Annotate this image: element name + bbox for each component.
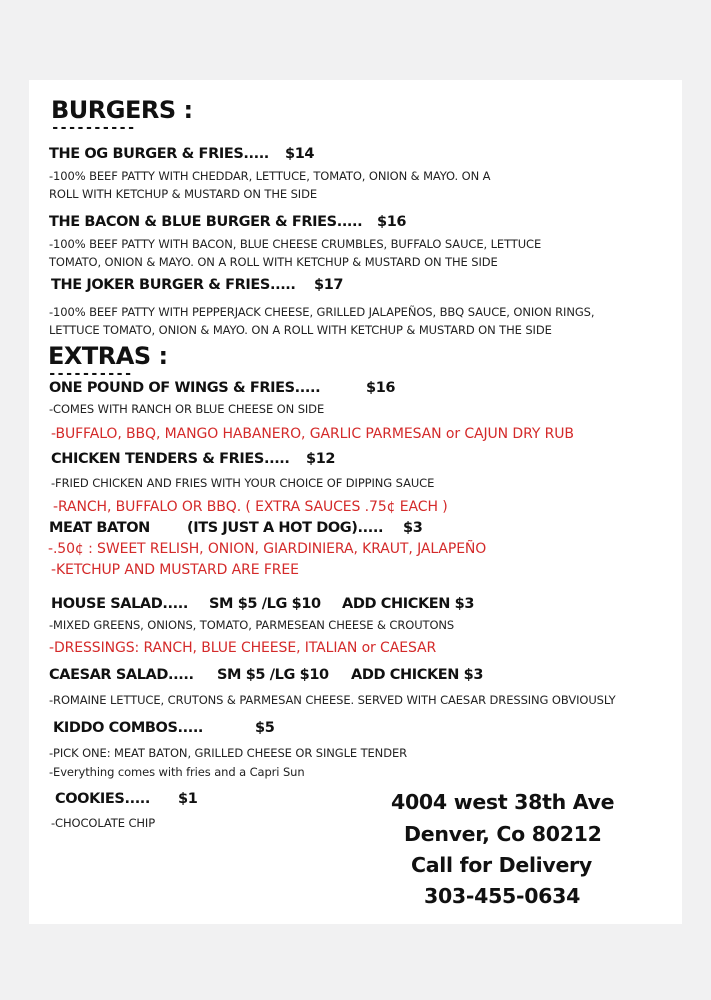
cookies-name: COOKIES.....: [55, 791, 151, 807]
meat-baton-name: MEAT BATON: [49, 520, 150, 536]
address-city: Denver, Co 80212: [404, 822, 602, 846]
tenders-desc: -FRIED CHICKEN AND FRIES WITH YOUR CHOICE OF DIPPING SAUCE: [51, 476, 435, 490]
joker-burger-desc: -100% BEEF PATTY WITH PEPPERJACK CHEESE, GRILLED JALAPEÑOS, BBQ SAUCE, ONION RINGS,: [49, 305, 595, 319]
bacon-blue-burger-name: THE BACON & BLUE BURGER & FRIES.....: [49, 214, 363, 230]
delivery-text: Call for Delivery: [411, 853, 592, 877]
meat-baton-price: $3: [403, 520, 423, 536]
og-burger-desc: -100% BEEF PATTY WITH CHEDDAR, LETTUCE, TOMATO, ONION & MAYO. ON A: [49, 169, 491, 183]
wings-desc: -COMES WITH RANCH OR BLUE CHEESE ON SIDE: [49, 402, 325, 416]
og-burger-name: THE OG BURGER & FRIES.....: [49, 146, 269, 162]
cookies-desc: -CHOCOLATE CHIP: [51, 816, 156, 830]
tenders-name: CHICKEN TENDERS & FRIES.....: [51, 451, 290, 467]
tenders-sauces: -RANCH, BUFFALO OR BBQ. ( EXTRA SAUCES .75¢ EACH ): [53, 499, 448, 515]
meat-baton-note: (ITS JUST A HOT DOG).....: [187, 520, 384, 536]
tenders-price: $12: [306, 451, 336, 467]
burgers-heading: BURGERS :: [51, 96, 193, 124]
meat-baton-free: -KETCHUP AND MUSTARD ARE FREE: [51, 562, 299, 578]
wings-price: $16: [366, 380, 396, 396]
caesar-salad-sizes: SM $5 /LG $10: [217, 667, 329, 683]
house-salad-name: HOUSE SALAD.....: [51, 596, 188, 612]
joker-burger-price: $17: [314, 277, 344, 293]
wings-flavors: -BUFFALO, BBQ, MANGO HABANERO, GARLIC PARMESAN or CAJUN DRY RUB: [51, 426, 574, 442]
bacon-blue-burger-price: $16: [377, 214, 407, 230]
og-burger-desc: ROLL WITH KETCHUP & MUSTARD ON THE SIDE: [49, 187, 318, 201]
meat-baton-toppings: -.50¢ : SWEET RELISH, ONION, GIARDINIERA, KRAUT, JALAPEÑO: [48, 541, 487, 557]
wings-name: ONE POUND OF WINGS & FRIES.....: [49, 380, 321, 396]
kiddo-combos-desc: -PICK ONE: MEAT BATON, GRILLED CHEESE OR SINGLE TENDER: [49, 746, 408, 760]
caesar-salad-desc: -ROMAINE LETTUCE, CRUTONS & PARMESAN CHEESE. SERVED WITH CAESAR DRESSING OBVIOUSLY: [49, 693, 616, 707]
caesar-salad-name: CAESAR SALAD.....: [49, 667, 194, 683]
address-street: 4004 west 38th Ave: [391, 790, 615, 814]
kiddo-combos-name: KIDDO COMBOS.....: [53, 720, 204, 736]
joker-burger-desc: LETTUCE TOMATO, ONION & MAYO. ON A ROLL WITH KETCHUP & MUSTARD ON THE SIDE: [49, 323, 552, 337]
burgers-underline: ----------: [51, 120, 136, 136]
house-salad-dressings: -DRESSINGS: RANCH, BLUE CHEESE, ITALIAN or CAESAR: [49, 640, 437, 656]
og-burger-price: $14: [285, 146, 315, 162]
extras-underline: ----------: [48, 366, 133, 382]
caesar-salad-add: ADD CHICKEN $3: [351, 667, 484, 683]
menu-page: [29, 80, 682, 924]
kiddo-combos-price: $5: [255, 720, 275, 736]
house-salad-sizes: SM $5 /LG $10: [209, 596, 321, 612]
cookies-price: $1: [178, 791, 198, 807]
phone-number: 303-455-0634: [424, 884, 581, 908]
bacon-blue-burger-desc: -100% BEEF PATTY WITH BACON, BLUE CHEESE CRUMBLES, BUFFALO SAUCE, LETTUCE: [49, 237, 542, 251]
bacon-blue-burger-desc: TOMATO, ONION & MAYO. ON A ROLL WITH KETCHUP & MUSTARD ON THE SIDE: [49, 255, 498, 269]
house-salad-add: ADD CHICKEN $3: [342, 596, 475, 612]
house-salad-desc: -MIXED GREENS, ONIONS, TOMATO, PARMESEAN CHEESE & CROUTONS: [49, 618, 455, 632]
kiddo-combos-desc: -Everything comes with fries and a Capri Sun: [49, 765, 305, 779]
extras-heading: EXTRAS :: [48, 342, 168, 370]
joker-burger-name: THE JOKER BURGER & FRIES.....: [51, 277, 296, 293]
